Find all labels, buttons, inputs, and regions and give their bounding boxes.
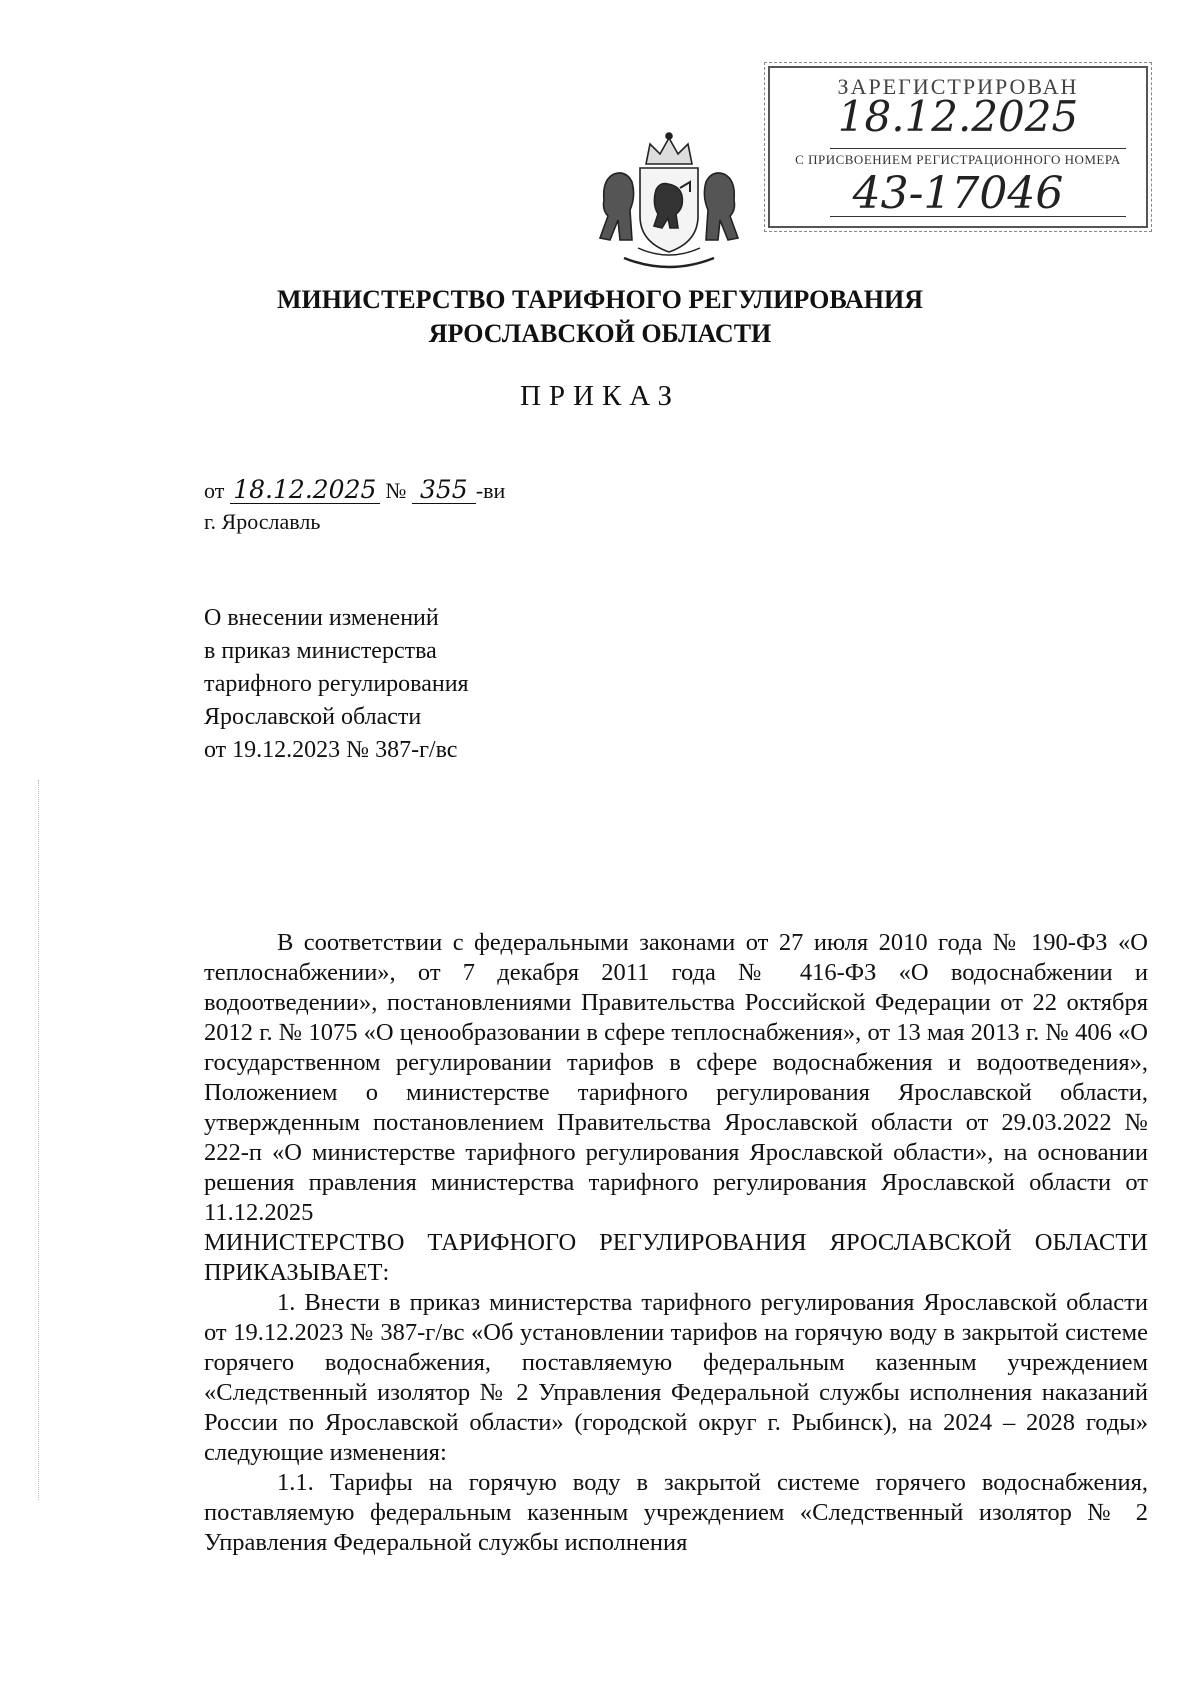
document-type: ПРИКАЗ bbox=[519, 380, 681, 412]
coat-of-arms-icon bbox=[594, 130, 744, 278]
stamp-number: 43-17046 bbox=[852, 168, 1064, 219]
stamp-title: ЗАРЕГИСТРИРОВАН bbox=[837, 74, 1079, 99]
order-body bbox=[204, 928, 1148, 1558]
subject-line: Ярославской области bbox=[204, 704, 422, 730]
order-subject bbox=[204, 602, 469, 767]
item-1-paragraph: 1. Внести в приказ министерства тарифного регулирования Ярославской области от 19.12.2023 № 387-г/вс «Об установлении тарифов на горячую воду в закрытой системе горячего водоснабжения, поставляемую федеральным казенным учреждением «Следственный изолятор № 2 Управления Федеральной службы исполнения наказаний России по Ярославской области» (городской округ г. Рыбинск), на 2024 – 2028 годы» следующие изменения: bbox=[204, 1289, 1148, 1466]
subject-line: от 19.12.2023 № 387-г/вс bbox=[204, 737, 458, 763]
city: г. Ярославль bbox=[204, 509, 321, 534]
order-date-number bbox=[204, 477, 505, 504]
subject-line: в приказ министерства bbox=[204, 638, 437, 664]
scan-margin bbox=[38, 780, 45, 1500]
registration-stamp bbox=[768, 66, 1148, 228]
stamp-divider bbox=[830, 216, 1126, 217]
order-date: 18.12.2025 bbox=[230, 477, 380, 504]
ministry-name-line1: МИНИСТЕРСТВО ТАРИФНОГО РЕГУЛИРОВАНИЯ bbox=[276, 285, 924, 314]
number-label: № bbox=[385, 478, 407, 503]
stamp-divider bbox=[830, 148, 1126, 149]
item-1-1-paragraph: 1.1. Тарифы на горячую воду в закрытой системе горячего водоснабжения, поставляемую федеральным казенным учреждением «Следственный изолятор № 2 Управления Федеральной службы исполнения bbox=[204, 1469, 1148, 1556]
stamp-date: 18.12.2025 bbox=[837, 92, 1079, 141]
from-label: от bbox=[204, 478, 225, 503]
stamp-subtitle: С ПРИСВОЕНИЕМ РЕГИСТРАЦИОННОГО НОМЕРА bbox=[795, 152, 1121, 167]
order-number: 355 bbox=[412, 477, 476, 504]
resolution-paragraph: МИНИСТЕРСТВО ТАРИФНОГО РЕГУЛИРОВАНИЯ ЯРОСЛАВСКОЙ ОБЛАСТИ ПРИКАЗЫВАЕТ: bbox=[204, 1229, 1148, 1286]
subject-line: О внесении изменений bbox=[204, 605, 439, 631]
order-number-suffix: -ви bbox=[475, 478, 506, 503]
subject-line: тарифного регулирования bbox=[204, 671, 469, 697]
ministry-name-line2: ЯРОСЛАВСКОЙ ОБЛАСТИ bbox=[428, 319, 772, 348]
preamble-paragraph: В соответствии с федеральными законами от 27 июля 2010 года № 190-ФЗ «О теплоснабжении», от 7 декабря 2011 года № 416-ФЗ «О водоснабжении и водоотведении», постановлениями Правительства Российской Федерации от 22 октября 2012 г. № 1075 «О ценообразовании в сфере теплоснабжения», от 13 мая 2013 г. № 406 «О государственном регулировании тарифов в сфере водоснабжения и водоотведения», Положением о министерстве тарифного регулирования Ярославской области, утвержденным постановлением Правительства Ярославской области от 29.03.2022 № 222-п «О министерстве тарифного регулирования Ярославской области», на основании решения правления министерства тарифного регулирования Ярославской области от 11.12.2025 bbox=[204, 929, 1148, 1226]
